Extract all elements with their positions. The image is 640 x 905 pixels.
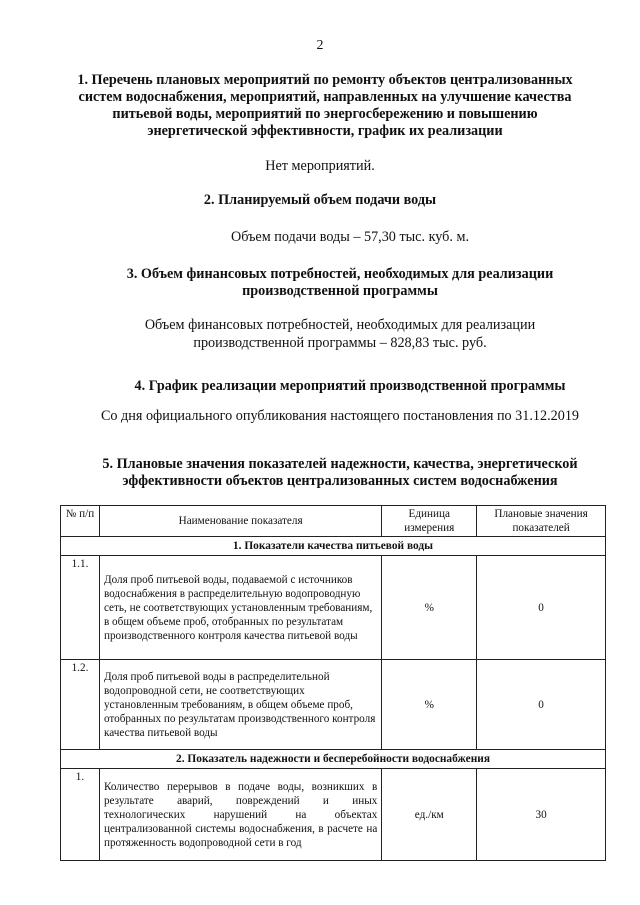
row-unit: ед./км [382, 769, 477, 861]
table-row [61, 660, 606, 750]
section-5-heading: 5. Плановые значения показателей надежности, качества, энергетической эффективности объектов централизованных систем водоснабжения [102, 456, 578, 489]
indicators-table [60, 505, 606, 861]
table-group-1-row [61, 537, 606, 556]
section-4-text: Со дня официального опубликования настоящего постановления по 31.12.2019 [100, 408, 580, 424]
table-header-row [61, 506, 606, 537]
row-unit: % [382, 660, 477, 750]
page-number: 2 [316, 38, 324, 53]
row-unit: % [382, 556, 477, 660]
row-name: Доля проб питьевой воды, подаваемой с источников водоснабжения в распределительную водопроводную сеть, не соответствующих установленным требованиям, в общем объеме проб, отобранных по результатам производственного контроля качества питьевой воды [99, 556, 381, 660]
table-group-2-row [61, 750, 606, 769]
header-value: Плановые значения показателей [477, 506, 606, 537]
header-name: Наименование показателя [99, 506, 381, 537]
table-row [61, 769, 606, 861]
section-2-heading: 2. Планируемый объем подачи воды [203, 192, 437, 208]
section-1-text: Нет мероприятий. [265, 158, 375, 174]
row-num: 1.2. [61, 660, 100, 750]
row-num: 1.1. [61, 556, 100, 660]
table-row [61, 556, 606, 660]
header-num: № п/п [61, 506, 100, 537]
row-name: Доля проб питьевой воды в распределительной водопроводной сети, не соответствующих установленным требованиям, в общем объеме проб, отобранных по результатам производственного контроля качества питьевой воды [99, 660, 381, 750]
row-value: 0 [477, 660, 606, 750]
header-unit: Единица измерения [382, 506, 477, 537]
row-value: 30 [477, 769, 606, 861]
row-num: 1. [61, 769, 100, 861]
section-4-heading: 4. График реализации мероприятий производственной программы [134, 378, 566, 394]
section-2-text: Объем подачи воды – 57,30 тыс. куб. м. [230, 229, 470, 245]
section-1-heading: 1. Перечень плановых мероприятий по ремонту объектов централизованных систем водоснабжения, мероприятий, направленных на улучшение качества питьевой воды, мероприятий по энергосбережению и повышению энергетической эффективности, график их реализации [77, 72, 573, 139]
row-name: Количество перерывов в подаче воды, возникших в результате аварий, повреждений и иных технологических нарушений на объектах централизованной системы водоснабжения, в расчете на протяженность водопроводной сети в год [99, 769, 381, 861]
section-3-heading: 3. Объем финансовых потребностей, необходимых для реализации производственной программы [126, 266, 554, 299]
section-3-text: Объем финансовых потребностей, необходимых для реализации производственной программы – 828,83 тыс. руб. [144, 317, 536, 351]
group-1-title: 1. Показатели качества питьевой воды [61, 537, 606, 556]
group-2-title: 2. Показатель надежности и бесперебойности водоснабжения [61, 750, 606, 769]
row-value: 0 [477, 556, 606, 660]
